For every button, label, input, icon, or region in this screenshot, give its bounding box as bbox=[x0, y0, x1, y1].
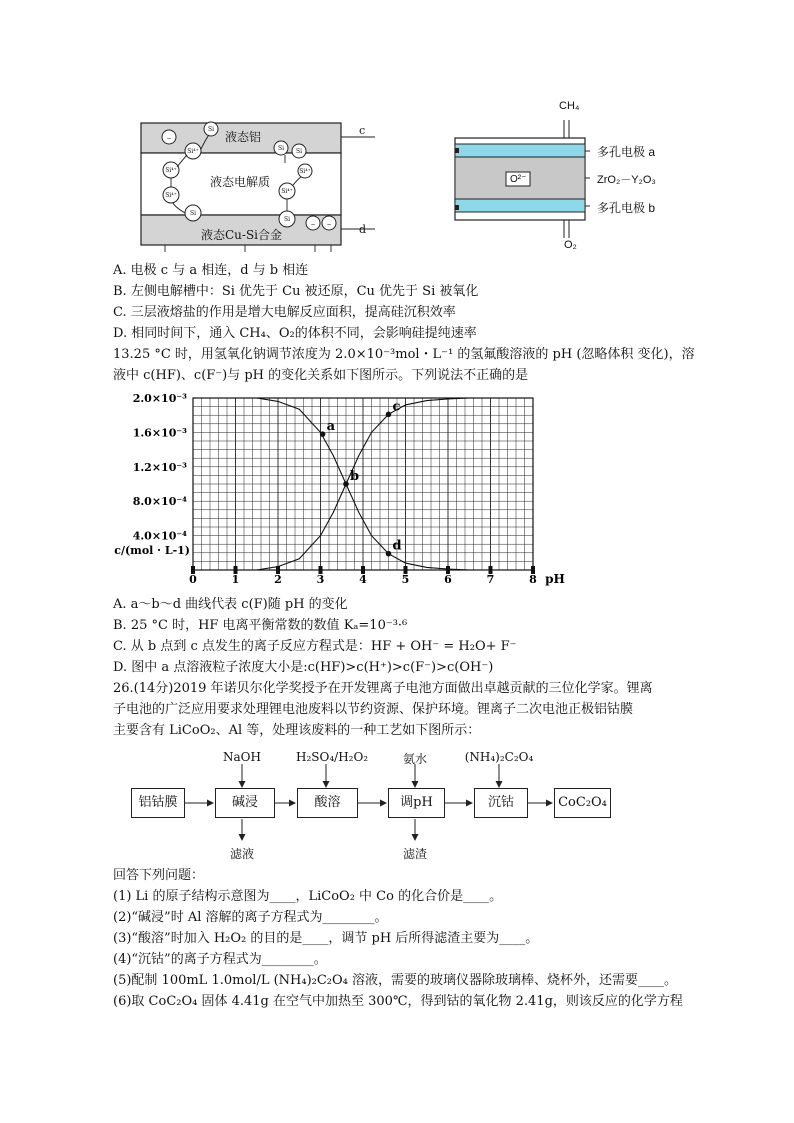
q12-option-c: C. 三层液熔盐的作用是增大电解反应面积，提高硅沉积效率 bbox=[113, 305, 456, 320]
y-axis-label: c/(mol · L-1) bbox=[114, 544, 190, 557]
q13-option-c: C. 从 b 点到 c 点发生的离子反应方程式是：HF + OH⁻ = H₂O+ F⁻ bbox=[113, 639, 517, 654]
y-tick-label: 8.0×10⁻⁴ bbox=[132, 495, 187, 509]
reagent-h2so4-h2o2: H₂SO₄/H₂O₂ bbox=[296, 750, 369, 764]
output-residue: 滤渣 bbox=[402, 847, 427, 861]
reagent-naoh: NaOH bbox=[223, 750, 261, 764]
point-label-c: c bbox=[392, 399, 401, 415]
x-tick-label: 3 bbox=[316, 573, 325, 586]
y-tick-label: 1.2×10⁻³ bbox=[132, 460, 187, 474]
q12-option-b: B. 左侧电解槽中：Si 优先于 Cu 被还原，Cu 优先于 Si 被氧化 bbox=[113, 284, 479, 299]
electrode-c-label: c bbox=[359, 124, 366, 137]
o2-label: O₂ bbox=[564, 239, 577, 251]
point-d bbox=[386, 551, 392, 557]
q13-stem-line1: 13.25 °C 时，用氢氧化钠调节浓度为 2.0×10⁻³mol・L⁻¹ 的氢氟酸溶液的 pH (忽略体积 变化)，溶 bbox=[113, 347, 695, 362]
flow-box-acid-dissolve: 酸溶 bbox=[297, 788, 358, 818]
point-label-b: b bbox=[350, 469, 360, 484]
label-liquid-alloy: 液态Cu-Si合金 bbox=[201, 228, 283, 242]
q13-option-b: B. 25 °C 时，HF 电离平衡常数的数值 Kₐ=10⁻³·⁶ bbox=[113, 618, 408, 633]
output-filtrate: 滤液 bbox=[229, 847, 254, 861]
question-1: (1) Li 的原子结构示意图为____，LiCoO₂ 中 Co 的化合价是____。 bbox=[113, 889, 503, 904]
flow-box-adjust-ph: 调pH bbox=[388, 788, 445, 818]
point-b bbox=[343, 481, 349, 487]
reagent-ammonium-oxalate: (NH₄)₂C₂O₄ bbox=[464, 750, 534, 764]
q26-stem-line1: 26.(14分)2019 年诺贝尔化学奖授予在开发锂离子电池方面做出卓越贡献的三位化学家。锂离 bbox=[113, 681, 653, 696]
point-c bbox=[386, 412, 392, 418]
svg-text:Si⁴⁺: Si⁴⁺ bbox=[187, 148, 199, 155]
q13-stem-line2: 液中 c(HF)、c(F⁻)与 pH 的变化关系如下图所示。下列说法不正确的是 bbox=[113, 368, 529, 383]
label-liquid-al: 液态铝 bbox=[225, 130, 262, 144]
point-a bbox=[320, 431, 326, 437]
questions-intro: 回答下列问题： bbox=[113, 868, 205, 883]
flow-box-alkali-leach: 碱浸 bbox=[215, 788, 275, 818]
y-tick-label: 2.0×10⁻³ bbox=[132, 392, 187, 405]
svg-text:−: − bbox=[166, 135, 172, 142]
q12-option-a: A. 电极 c 与 a 相连，d 与 b 相连 bbox=[113, 263, 309, 278]
svg-text:Si: Si bbox=[207, 126, 215, 133]
svg-text:Si: Si bbox=[189, 210, 197, 217]
porous-electrode-b-label: 多孔电极 b bbox=[597, 201, 656, 215]
q13-option-a: A. a～b～d 曲线代表 c(F)随 pH 的变化 bbox=[113, 597, 348, 612]
zro2-y2o3-label: ZrO₂－Y₂O₃ bbox=[597, 174, 656, 186]
svg-text:Si⁴⁺: Si⁴⁺ bbox=[299, 168, 311, 175]
x-tick-label: 7 bbox=[486, 573, 495, 586]
x-tick-label: 8 bbox=[529, 573, 537, 586]
q26-stem-line3: 主要含有 LiCoO₂、Al 等，处理该废料的一种工艺如下图所示： bbox=[113, 723, 481, 738]
question-5: (5)配制 100mL 1.0mol/L (NH₄)₂C₂O₄ 溶液，需要的玻璃仪器除玻璃棒、烧杯外，还需要____。 bbox=[113, 973, 678, 988]
flow-box-al-co-film: 铝钴膜 bbox=[131, 788, 185, 818]
reagent-ammonia: 氨水 bbox=[402, 752, 427, 766]
center-ion-label: O²⁻ bbox=[510, 174, 527, 185]
ch4-label: CH₄ bbox=[559, 100, 580, 112]
svg-text:Si⁴⁺: Si⁴⁺ bbox=[165, 167, 177, 174]
x-tick-label: 2 bbox=[274, 573, 282, 586]
x-tick-label: 4 bbox=[359, 573, 367, 586]
label-liquid-electrolyte: 液态电解质 bbox=[210, 175, 271, 189]
hf-concentration-chart bbox=[113, 390, 583, 590]
y-tick-label: 1.6×10⁻³ bbox=[132, 426, 187, 440]
question-4: (4)“沉钴”的离子方程式为________。 bbox=[113, 952, 327, 967]
q13-option-d: D. 图中 a 点溶液粒子浓度大小是:c(HF)>c(H⁺)>c(F⁻)>c(OH⁻) bbox=[113, 660, 494, 675]
svg-text:−: − bbox=[310, 221, 316, 228]
svg-text:−: − bbox=[326, 221, 332, 228]
porous-electrode-a-label: 多孔电极 a bbox=[597, 145, 656, 159]
electrode-d-label: d bbox=[359, 223, 367, 236]
svg-text:Si⁴⁺: Si⁴⁺ bbox=[165, 192, 177, 199]
svg-text:Si⁴⁺: Si⁴⁺ bbox=[281, 188, 293, 195]
q26-stem-line2: 子电池的广泛应用要求处理锂电池废料以节约资源、保护环境。锂离子二次电池正极铝钴膜 bbox=[113, 702, 634, 717]
point-label-a: a bbox=[326, 419, 336, 435]
flow-box-precipitate-co: 沉钴 bbox=[474, 788, 528, 818]
question-3: (3)“酸溶”时加入 H₂O₂ 的目的是____，调节 pH 后所得滤渣主要为____。 bbox=[113, 931, 539, 946]
q12-option-d: D. 相同时间下，通入 CH₄、O₂的体积不同，会影响硅提纯速率 bbox=[113, 326, 477, 341]
question-6: (6)取 CoC₂O₄ 固体 4.41g 在空气中加热至 300℃，得到钴的氧化物 2.41g，则该反应的化学方程 bbox=[113, 994, 683, 1009]
svg-text:Si: Si bbox=[295, 148, 303, 155]
flow-box-product: CoC₂O₄ bbox=[554, 788, 611, 818]
x-axis-label: pH bbox=[545, 572, 565, 586]
x-tick-label: 5 bbox=[401, 573, 410, 586]
x-tick-label: 6 bbox=[444, 573, 452, 586]
svg-text:Si: Si bbox=[277, 145, 285, 152]
y-tick-label: 4.0×10⁻⁴ bbox=[132, 529, 187, 543]
point-label-d: d bbox=[392, 538, 402, 554]
question-2: (2)“碱浸”时 Al 溶解的离子方程式为________。 bbox=[113, 910, 388, 925]
svg-text:Si: Si bbox=[283, 216, 291, 223]
x-tick-label: 0 bbox=[189, 573, 197, 586]
x-tick-label: 1 bbox=[231, 573, 240, 586]
